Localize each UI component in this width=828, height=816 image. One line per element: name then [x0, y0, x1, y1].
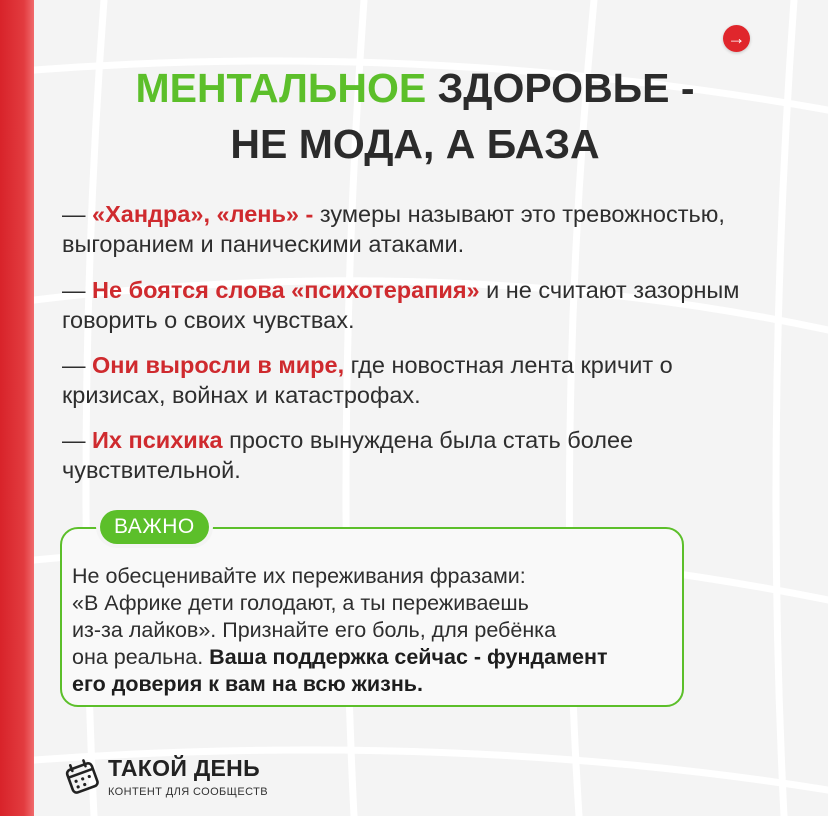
point-3-highlight: Они выросли в мире, — [92, 352, 345, 378]
page-title — [60, 60, 770, 172]
point-4: — Их психика просто вынуждена была стать более чувствительной. — [62, 427, 634, 483]
point-2: — Не боятся слова «психотерапия» и не считают зазорным говорить о своих чувствах. — [62, 277, 740, 333]
next-slide-button[interactable] — [723, 25, 750, 52]
point-1: — «Хандра», «лень» - зумеры называют это тревожностью, выгоранием и паническими атаками. — [62, 201, 725, 257]
point-4-highlight: Их психика — [92, 427, 223, 453]
point-2-text: и не считают зазорным говорить о своих чувствах. — [62, 277, 740, 333]
point-1-highlight: «Хандра», «лень» - — [92, 201, 314, 227]
important-bold-1: Ваша поддержка сейчас - фундамент — [209, 645, 608, 669]
important-text: Не обесценивайте их переживания фразами: «В Африке дети голодают, а ты переживаешь из-за лайков». Признайте его боль, для ребёнка она реальна. Ваша поддержка сейчас - фундамент его доверия к вам на всю жизнь. — [72, 564, 608, 696]
arrow-right-icon: → — [727, 28, 746, 48]
point-3: — Они выросли в мире, где новостная лента кричит о кризисах, войнах и катастрофах. — [62, 352, 673, 408]
point-3-text: где новостная лента кричит о кризисах, войнах и катастрофах. — [62, 352, 673, 408]
point-1-text: зумеры называют это тревожностью, выгоранием и паническими атаками. — [62, 201, 725, 257]
title-accent: МЕНТАЛЬНОЕ — [135, 65, 427, 111]
brand-tagline: КОНТЕНТ ДЛЯ СООБЩЕСТВ — [108, 786, 268, 798]
title-rest: ЗДОРОВЬЕ - — [426, 65, 695, 111]
point-2-highlight: Не боятся слова «психотерапия» — [92, 277, 480, 303]
calendar-icon — [62, 757, 102, 797]
title-line2: НЕ МОДА, А БАЗА — [230, 121, 600, 167]
brand-logo — [62, 756, 268, 798]
important-bold-2: его доверия к вам на всю жизнь. — [72, 672, 423, 696]
left-red-bar — [0, 0, 34, 816]
point-4-text: просто вынуждена была стать более чувствительной. — [62, 427, 634, 483]
important-badge: ВАЖНО — [100, 510, 209, 544]
brand-name: ТАКОЙ ДЕНЬ — [108, 755, 260, 781]
